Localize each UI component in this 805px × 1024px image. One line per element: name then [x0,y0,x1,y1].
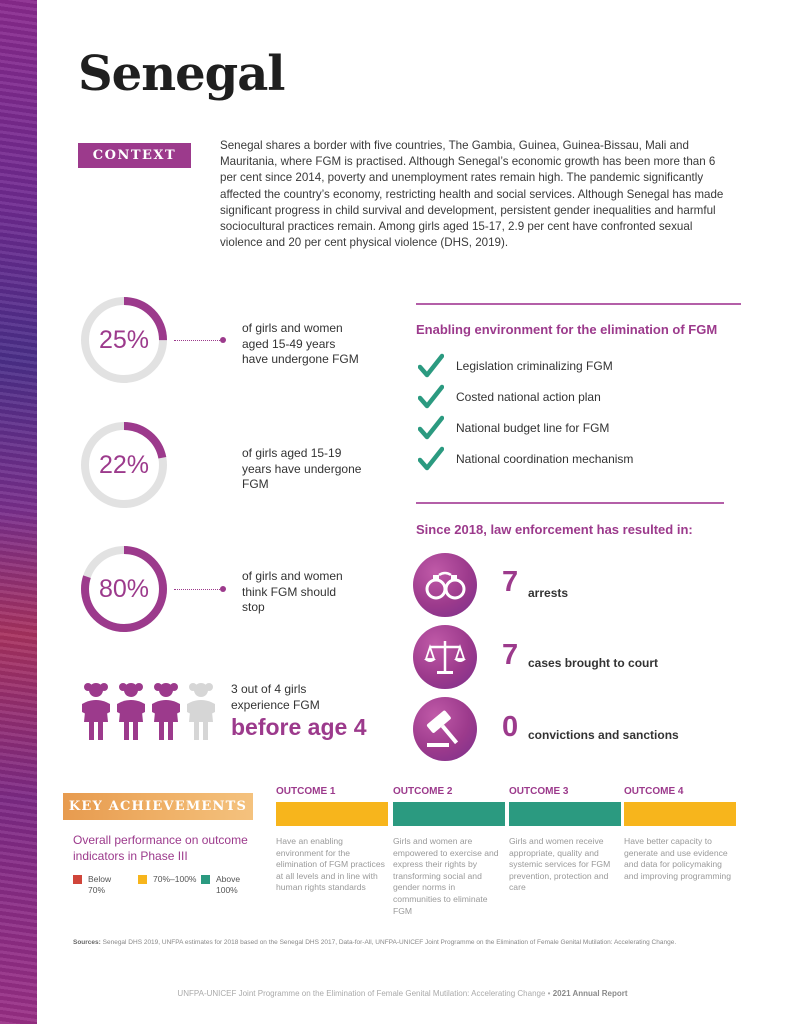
connector-line [174,340,222,341]
legend-label: Below 70% [88,874,112,895]
law-number: 7 [502,639,519,671]
footer-separator: • [547,989,551,998]
footer-report: 2021 Annual Report [552,989,628,998]
donut-chart-25 [80,296,168,384]
legend-label: Above 100% [216,874,241,895]
sources-label: Sources: [73,939,101,946]
outcome-title: OUTCOME 3 [509,786,569,797]
context-paragraph: Senegal shares a border with five countries, The Gambia, Guinea, Guinea-Bissau, Mali and Mauritania, where FGM is practised. Although Senegal’s economic growth has been more than 6 per cent since 2014, poverty and unemployment rates remain high. The pandemic significantly affected the country’s economy, restricting health and social services. Although Senegal has made significant progress in child survival and development, persistent gender inequalities and harmful sociocultural practices remain. Among girls aged 15-17, 2.9 per cent have confronted sexual violence and 20 per cent physical violence (DHS, 2019). [220,139,724,250]
connector-line [174,589,222,590]
girl-affected-icon [117,683,145,740]
girl-affected-icon [152,683,180,740]
checkmark-icon [418,446,444,472]
donut-percent: 80% [98,575,150,603]
checkmark-icon [418,353,444,379]
outcome-3 [509,786,621,894]
donut-percent: 25% [98,326,150,354]
sources-note [73,938,738,948]
law-number: 0 [502,711,519,743]
outcome-description: Have an enabling environment for the elimination of FGM practices at all levels and in line with human rights standards [276,836,385,893]
law-label: cases brought to court [528,656,659,670]
stat-description: of girls aged 15-19 years have undergone FGM [242,446,362,491]
outcome-status-bar [276,802,388,826]
outcome-status-bar [624,802,736,826]
donut-percent: 22% [98,451,150,479]
enabling-item-label: Costed national action plan [456,390,601,404]
scales-of-justice-icon [413,625,477,689]
outcome-title: OUTCOME 4 [624,786,684,797]
checkmark-icon [418,415,444,441]
page-footer [0,989,805,998]
stat-description: of girls and women aged 15-49 years have undergone FGM [242,321,359,366]
legend-label: 70%–100% [153,874,197,884]
footer-text: UNFPA-UNICEF Joint Programme on the Elimination of Female Genital Mutilation: Accelerating Change [177,989,546,998]
outcome-title: OUTCOME 2 [393,786,453,797]
law-label: arrests [528,586,569,600]
girl-unaffected-icon [187,683,215,740]
outcome-2 [393,786,505,917]
donut-chart-80 [80,545,168,633]
law-number: 7 [502,566,519,598]
outcome-status-bar [509,802,621,826]
girls-icon-row [82,680,222,742]
page-title: Senegal [78,46,285,102]
outcome-1 [276,786,388,894]
divider [416,303,741,305]
decorative-side-strip [0,0,37,1024]
connector-dot [220,337,226,343]
gavel-icon [413,697,477,761]
enabling-item-label: National budget line for FGM [456,421,610,435]
handcuffs-icon [413,553,477,617]
stat-description: of girls and women think FGM should stop [242,569,343,614]
sources-text: Senegal DHS 2019, UNFPA estimates for 2018 based on the Senegal DHS 2017, Data-for-All, UNFPA-UNICEF Joint Programme on the Elimination of Female Genital Mutilation: Accelerating Change. [102,939,677,946]
enabling-title: Enabling environment for the elimination of FGM [416,322,718,337]
outcome-description: Girls and women are empowered to exercise and express their rights by transforming social and gender norms in communities to eliminate FGM [393,836,499,916]
context-tag: CONTEXT [78,143,191,168]
legend-swatch [73,875,82,884]
enabling-item-label: Legislation criminalizing FGM [456,359,613,373]
donut-chart-22 [80,421,168,509]
divider [416,502,724,504]
connector-dot [220,586,226,592]
outcome-title: OUTCOME 1 [276,786,336,797]
legend-swatch [138,875,147,884]
law-enforcement-title: Since 2018, law enforcement has resulted in: [416,522,693,537]
girl-affected-icon [82,683,110,740]
law-label: convictions and sanctions [528,728,679,742]
enabling-item-label: National coordination mechanism [456,452,634,466]
key-achievements-tag: KEY ACHIEVEMENTS [63,793,253,820]
outcome-status-bar [393,802,505,826]
legend-swatch [201,875,210,884]
outcome-4 [624,786,736,882]
checkmark-icon [418,384,444,410]
overall-performance-label: Overall performance on outcome indicators in Phase III [73,833,248,863]
outcome-description: Have better capacity to generate and use evidence and data for policymaking and improving programming [624,836,731,881]
girls-stat-text: 3 out of 4 girls experience FGM [231,682,320,712]
girls-stat-highlight: before age 4 [231,714,367,740]
outcome-description: Girls and women receive appropriate, quality and systemic services for FGM prevention, protection and care [509,836,611,893]
